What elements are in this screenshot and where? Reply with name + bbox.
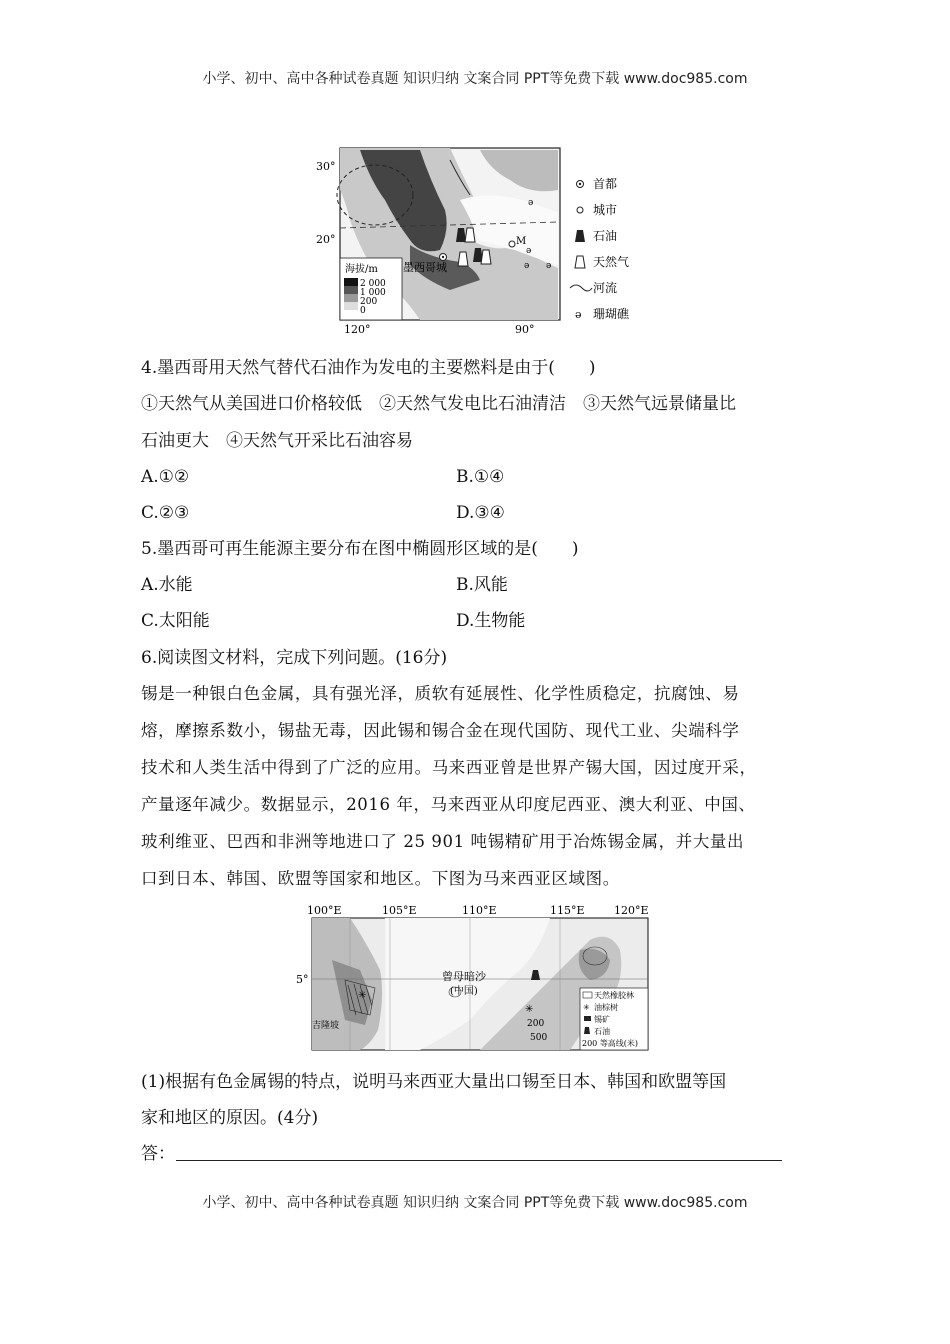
q6-paragraph-line: 产量逐年减少。数据显示，2016 年，马来西亚从印度尼西亚、澳大利亚、中国、: [141, 795, 756, 814]
q6-paragraph-line: 技术和人类生活中得到了广泛的应用。马来西亚曾是世界产锡大国，因过度开采，: [141, 758, 757, 777]
svg-text:城市: 城市: [593, 203, 618, 217]
map2-place-label: 吉隆坡: [312, 1021, 340, 1031]
answer-input-line[interactable]: [176, 1160, 782, 1161]
q6-paragraph: [141, 675, 831, 897]
q5-option-d[interactable]: D.生物能: [456, 611, 526, 631]
map1-level-label: 0: [360, 306, 366, 316]
map1-city-icon: [509, 241, 515, 247]
q4-option-b[interactable]: B.①④: [456, 467, 505, 487]
q4-statements-line1: ①天然气从美国进口价格较低 ②天然气发电比石油清洁 ③天然气远景储量比: [141, 394, 736, 414]
map1-gas-icon: [481, 250, 491, 264]
page-footer: 小学、初中、高中各种试卷真题 知识归纳 文案合同 PPT等免费下载 www.doc985.com: [202, 1195, 748, 1211]
svg-text:油棕树: 油棕树: [594, 1003, 618, 1012]
map2-contour-label: 200: [527, 1019, 545, 1029]
oil-icon: [584, 1027, 590, 1034]
map2-palm-icon: ✳: [358, 990, 367, 1001]
svg-text:200 等高线(米): 200 等高线(米): [582, 1039, 639, 1048]
svg-text:锡矿: 锡矿: [594, 1015, 610, 1024]
map2-lon-label: 105°E: [382, 904, 417, 917]
q6-paragraph-line: 锡是一种银白色金属，具有强光泽，质软有延展性、化学性质稳定，抗腐蚀、易: [141, 684, 740, 703]
map1-point-label: M: [516, 236, 527, 247]
q4-statements-line2: 石油更大 ④天然气开采比石油容易: [141, 431, 413, 451]
q6-stem: 6.阅读图文材料，完成下列问题。(16分): [141, 648, 448, 668]
svg-text:珊瑚礁: 珊瑚礁: [593, 307, 630, 321]
river-icon: [570, 285, 592, 291]
q6-sub1-line2: 家和地区的原因。(4分): [141, 1108, 319, 1128]
map2-lon-label: 120°E: [614, 904, 649, 917]
map2-lat-label: 5°: [296, 973, 309, 986]
map1-lat-label: 30°: [316, 160, 336, 173]
map1-coral-icon: ǝ: [526, 246, 532, 256]
answer-label: 答：: [141, 1144, 175, 1164]
coral-icon: ǝ: [575, 308, 582, 321]
q6-sub1-line1: (1)根据有色金属锡的特点，说明马来西亚大量出口锡至日本、韩国和欧盟等国: [141, 1072, 727, 1092]
map2-place-label: 曾母暗沙: [442, 970, 486, 983]
q5-option-a[interactable]: A.水能: [141, 575, 193, 595]
map1-coral-icon: ǝ: [546, 261, 552, 271]
map1-lat-label: 20°: [316, 233, 336, 246]
svg-text:河流: 河流: [593, 281, 618, 295]
map1-lon-label: 90°: [515, 323, 535, 336]
map1-level-label: 2 000: [360, 279, 386, 289]
q4-option-d[interactable]: D.③④: [456, 503, 505, 523]
map1-elevation-title: 海拔/m: [345, 264, 378, 275]
tin-icon: [584, 1016, 591, 1021]
q5-option-b[interactable]: B.风能: [456, 575, 508, 595]
map2-lon-label: 110°E: [462, 904, 497, 917]
q4-option-a[interactable]: A.①②: [141, 467, 190, 487]
q6-paragraph-line: 玻利维亚、巴西和非洲等地进口了 25 901 吨锡精矿用于冶炼锡金属，并大量出: [141, 832, 745, 851]
map1-level-label: 1 000: [360, 288, 386, 298]
oil-icon: [575, 230, 585, 242]
map2-lon-label: 100°E: [307, 904, 342, 917]
svg-text:石油: 石油: [594, 1027, 610, 1036]
map2-place-label: (中国): [450, 986, 478, 997]
map1-gas-icon: [458, 252, 468, 266]
rubber-icon: [583, 992, 592, 998]
city-icon: [577, 207, 583, 213]
map1-lon-label: 120°: [344, 323, 371, 336]
malaysia-map-figure: [290, 900, 660, 1055]
q4-stem: 4.墨西哥用天然气替代石油作为发电的主要燃料是由于( ): [141, 358, 596, 378]
q5-option-c[interactable]: C.太阳能: [141, 611, 210, 631]
map1-level-label: 200: [360, 297, 378, 307]
q5-stem: 5.墨西哥可再生能源主要分布在图中椭圆形区域的是( ): [141, 539, 579, 559]
q6-paragraph-line: 口到日本、韩国、欧盟等国家和地区。下图为马来西亚区域图。: [141, 869, 620, 888]
map2-lon-label: 115°E: [550, 904, 585, 917]
page-header: 小学、初中、高中各种试卷真题 知识归纳 文案合同 PPT等免费下载 www.doc985.com: [202, 71, 748, 87]
svg-text:天然气: 天然气: [593, 255, 630, 269]
mexico-map-figure: [300, 140, 660, 340]
palm-icon: ✳: [583, 1003, 590, 1012]
q4-option-c[interactable]: C.②③: [141, 503, 190, 523]
map1-gas-icon: [465, 228, 475, 242]
map2-contour-label: 500: [530, 1033, 548, 1043]
map1-coral-icon: ǝ: [524, 261, 530, 271]
map2-palm-icon: ✳: [525, 1004, 534, 1015]
svg-text:首都: 首都: [593, 177, 618, 191]
svg-text:天然橡胶林: 天然橡胶林: [594, 991, 634, 1000]
map1-city-label: 墨西哥城: [403, 261, 447, 274]
map1-coral-icon: ǝ: [528, 198, 534, 208]
map1-legend: [570, 176, 630, 321]
q6-paragraph-line: 熔，摩擦系数小，锡盐无毒，因此锡和锡合金在现代国防、现代工业、尖端科学: [141, 721, 740, 740]
gas-icon: [575, 256, 585, 268]
svg-text:石油: 石油: [593, 229, 618, 243]
